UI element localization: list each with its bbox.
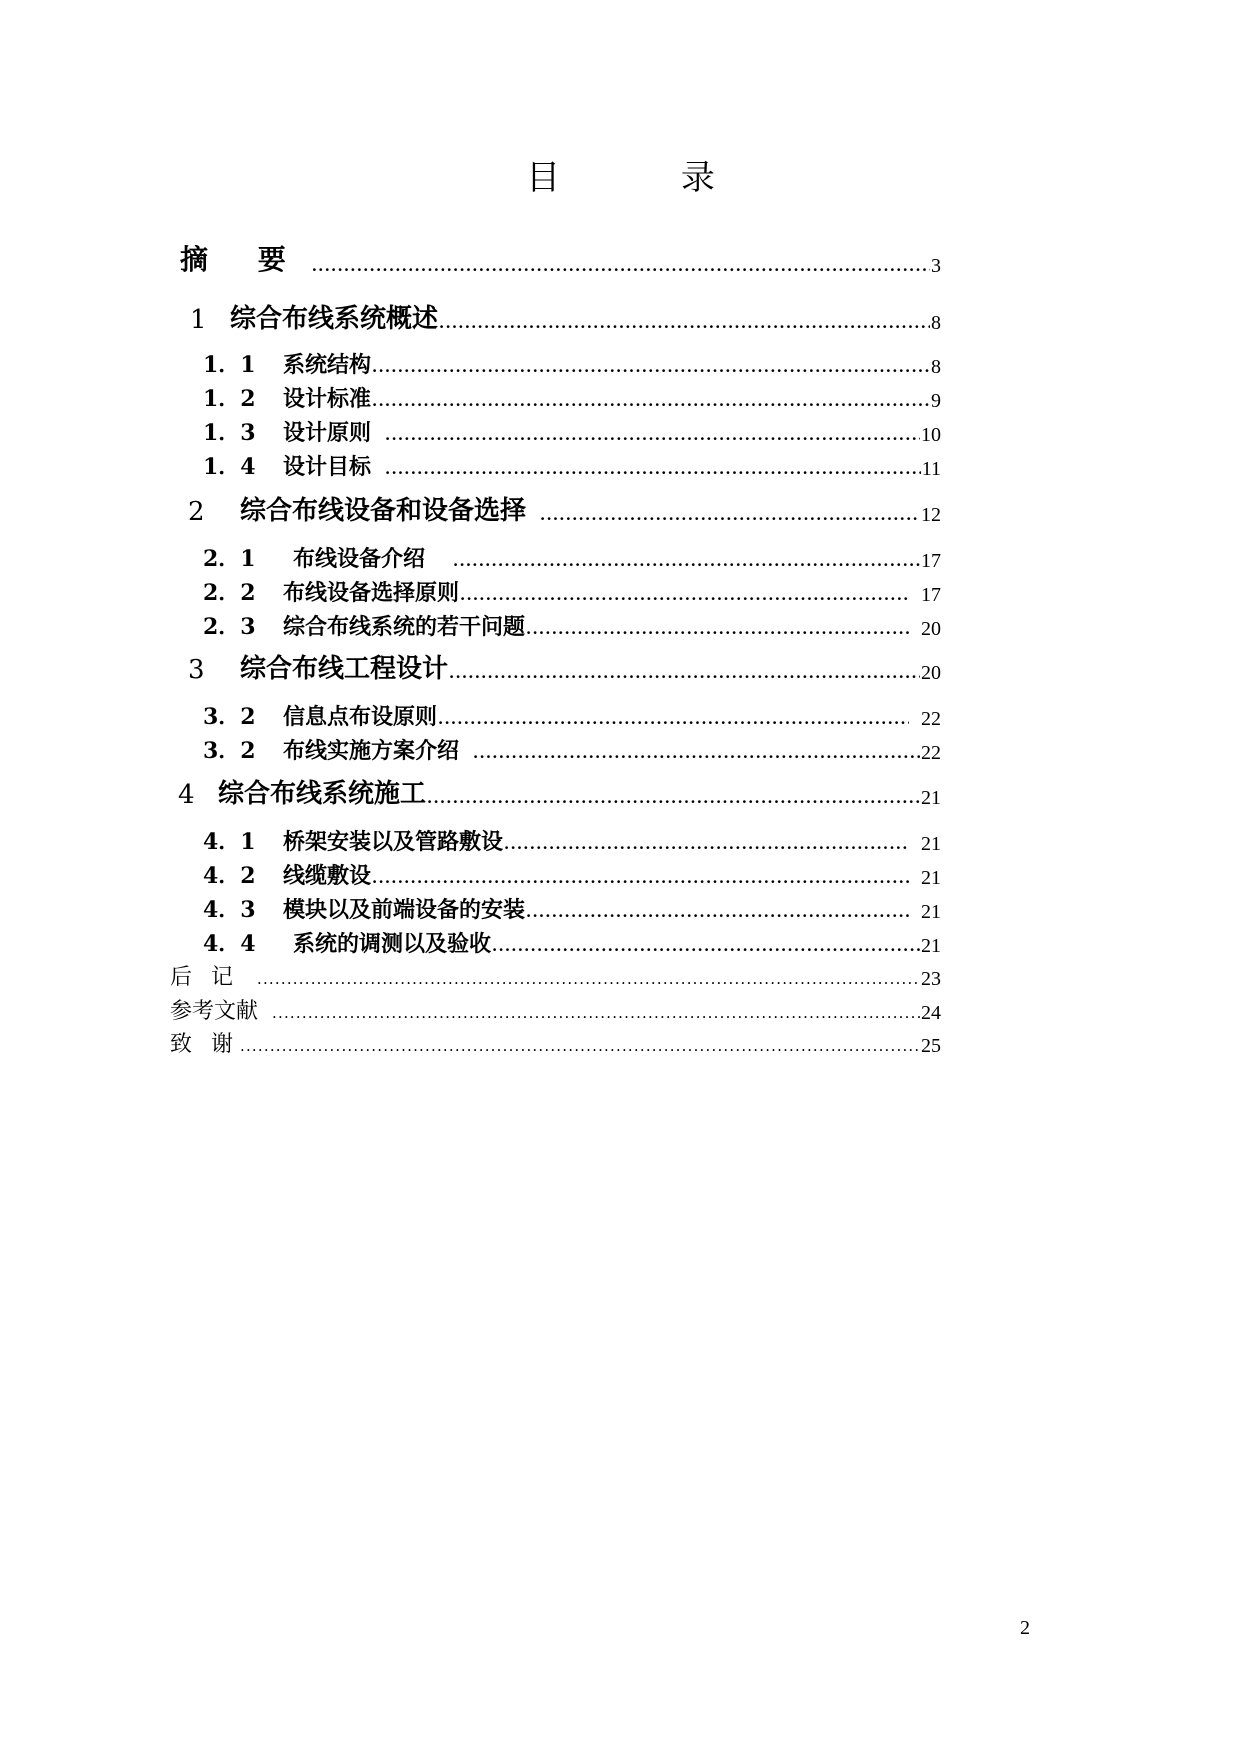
toc-page-number: 21 — [921, 935, 941, 957]
toc-entry-number: 4．2 — [203, 863, 256, 889]
toc-dot-leader — [460, 585, 909, 607]
toc-dot-leader — [385, 425, 920, 447]
toc-page-number: 11 — [921, 458, 941, 480]
toc-entry-title: 布线设备介绍 — [293, 546, 426, 572]
toc-dot-leader — [257, 969, 920, 991]
toc-entry-title: 设计标准 — [283, 386, 372, 412]
toc-page-number: 24 — [921, 1002, 941, 1024]
toc-entry-title: 参考文献 — [170, 999, 259, 1024]
toc-entry-chapter-1[interactable] — [0, 298, 1241, 335]
toc-page-number: 8 — [931, 356, 941, 378]
toc-entry-title: 综合布线设备和设备选择 — [240, 496, 527, 526]
toc-page-number: 21 — [921, 787, 941, 809]
toc-entry-title: 综合布线系统概述 — [230, 304, 439, 334]
toc-dot-leader — [504, 834, 909, 856]
toc-entry-chapter-3[interactable] — [0, 648, 1241, 685]
toc-page-number: 23 — [921, 968, 941, 990]
toc-entry-number: 3．2 — [203, 738, 256, 764]
toc-entry-title: 致 谢 — [170, 1032, 239, 1057]
toc-entry-number: 4 — [178, 780, 195, 810]
toc-entry-section-1-2[interactable] — [0, 382, 1241, 413]
toc-entry-section-4-1[interactable] — [0, 825, 1241, 856]
toc-page-number: 20 — [921, 662, 941, 684]
toc-dot-leader — [540, 501, 920, 527]
toc-entry-number: 2．2 — [203, 580, 256, 606]
toc-entry-title: 后 记 — [170, 965, 239, 990]
toc-dot-leader — [438, 709, 909, 731]
toc-dot-leader — [372, 868, 909, 890]
toc-dot-leader — [312, 250, 930, 278]
toc-page-number: 22 — [921, 708, 941, 730]
toc-entry-postscript[interactable] — [0, 960, 1241, 991]
toc-page-number: 25 — [921, 1035, 941, 1057]
toc-entry-title: 摘 要 — [180, 243, 306, 276]
toc-entry-section-4-4[interactable] — [0, 927, 1241, 958]
toc-entry-title: 布线设备选择原则 — [283, 580, 460, 606]
toc-entry-section-3-2a[interactable] — [0, 700, 1241, 731]
toc-entry-title: 布线实施方案介绍 — [283, 738, 460, 764]
page-number: 2 — [1020, 1617, 1030, 1639]
toc-entry-section-2-3[interactable] — [0, 610, 1241, 641]
toc-entry-number: 1．3 — [203, 420, 256, 446]
toc-entry-title: 综合布线系统的若干问题 — [283, 614, 526, 640]
toc-dot-leader — [240, 1036, 920, 1058]
toc-entry-number: 1．1 — [203, 352, 256, 378]
toc-entry-chapter-4[interactable] — [0, 773, 1241, 810]
toc-dot-leader — [427, 784, 920, 810]
toc-entry-references[interactable] — [0, 994, 1241, 1025]
toc-entry-section-1-3[interactable] — [0, 416, 1241, 447]
toc-dot-leader — [372, 357, 930, 379]
toc-entry-title: 设计原则 — [283, 420, 372, 446]
toc-entry-thanks[interactable] — [0, 1027, 1241, 1058]
toc-dot-leader — [473, 743, 920, 765]
toc-entry-section-1-1[interactable] — [0, 348, 1241, 379]
toc-entry-number: 2．1 — [203, 546, 256, 572]
toc-entry-title: 综合布线工程设计 — [240, 654, 449, 684]
toc-page-number: 17 — [921, 550, 941, 572]
toc-entry-section-4-2[interactable] — [0, 859, 1241, 890]
toc-entry-title: 系统的调测以及验收 — [293, 931, 492, 957]
toc-entry-title: 综合布线系统施工 — [218, 779, 427, 809]
toc-dot-leader — [272, 1003, 920, 1025]
toc-dot-leader — [492, 936, 920, 958]
toc-entry-chapter-2[interactable] — [0, 490, 1241, 527]
toc-dot-leader — [526, 619, 909, 641]
toc-entry-section-2-1[interactable] — [0, 542, 1241, 573]
toc-entry-number: 4．1 — [203, 829, 256, 855]
toc-entry-number: 1．2 — [203, 386, 256, 412]
toc-page-number: 20 — [921, 618, 941, 640]
toc-entry-section-3-2b[interactable] — [0, 734, 1241, 765]
toc-entry-number: 4．3 — [203, 897, 256, 923]
toc-dot-leader — [526, 902, 909, 924]
toc-entry-title: 系统结构 — [283, 352, 372, 378]
toc-entry-abstract[interactable] — [0, 238, 1241, 278]
toc-dot-leader — [453, 551, 920, 573]
toc-page-number: 9 — [931, 390, 941, 412]
toc-entry-number: 2 — [188, 497, 205, 527]
toc-entry-section-2-2[interactable] — [0, 576, 1241, 607]
toc-entry-title: 模块以及前端设备的安装 — [283, 897, 526, 923]
toc-entry-section-4-3[interactable] — [0, 893, 1241, 924]
toc-entry-number: 1 — [190, 305, 207, 335]
toc-page-number: 21 — [921, 867, 941, 889]
toc-page-number: 3 — [931, 255, 941, 277]
toc-entry-section-1-4[interactable] — [0, 450, 1241, 481]
toc-dot-leader — [439, 309, 930, 335]
toc-entry-number: 3．2 — [203, 704, 256, 730]
toc-page-number: 17 — [921, 584, 941, 606]
toc-page-number: 21 — [921, 833, 941, 855]
toc-page-number: 21 — [921, 901, 941, 923]
toc-page-number: 12 — [921, 504, 941, 526]
toc-entry-title: 桥架安装以及管路敷设 — [283, 829, 504, 855]
toc-entry-number: 1．4 — [203, 454, 256, 480]
toc-entry-number: 3 — [188, 655, 205, 685]
toc-entry-title: 线缆敷设 — [283, 863, 372, 889]
toc-dot-leader — [372, 391, 930, 413]
toc-page-number: 10 — [921, 424, 941, 446]
toc-title: 目 录 — [526, 158, 770, 198]
toc-dot-leader — [385, 459, 921, 481]
toc-entry-title: 信息点布设原则 — [283, 704, 438, 730]
toc-dot-leader — [449, 659, 920, 685]
toc-page-number: 22 — [921, 742, 941, 764]
toc-page-number: 8 — [931, 312, 941, 334]
toc-entry-number: 4．4 — [203, 931, 256, 957]
toc-entry-title: 设计目标 — [283, 454, 372, 480]
toc-entry-number: 2．3 — [203, 614, 256, 640]
